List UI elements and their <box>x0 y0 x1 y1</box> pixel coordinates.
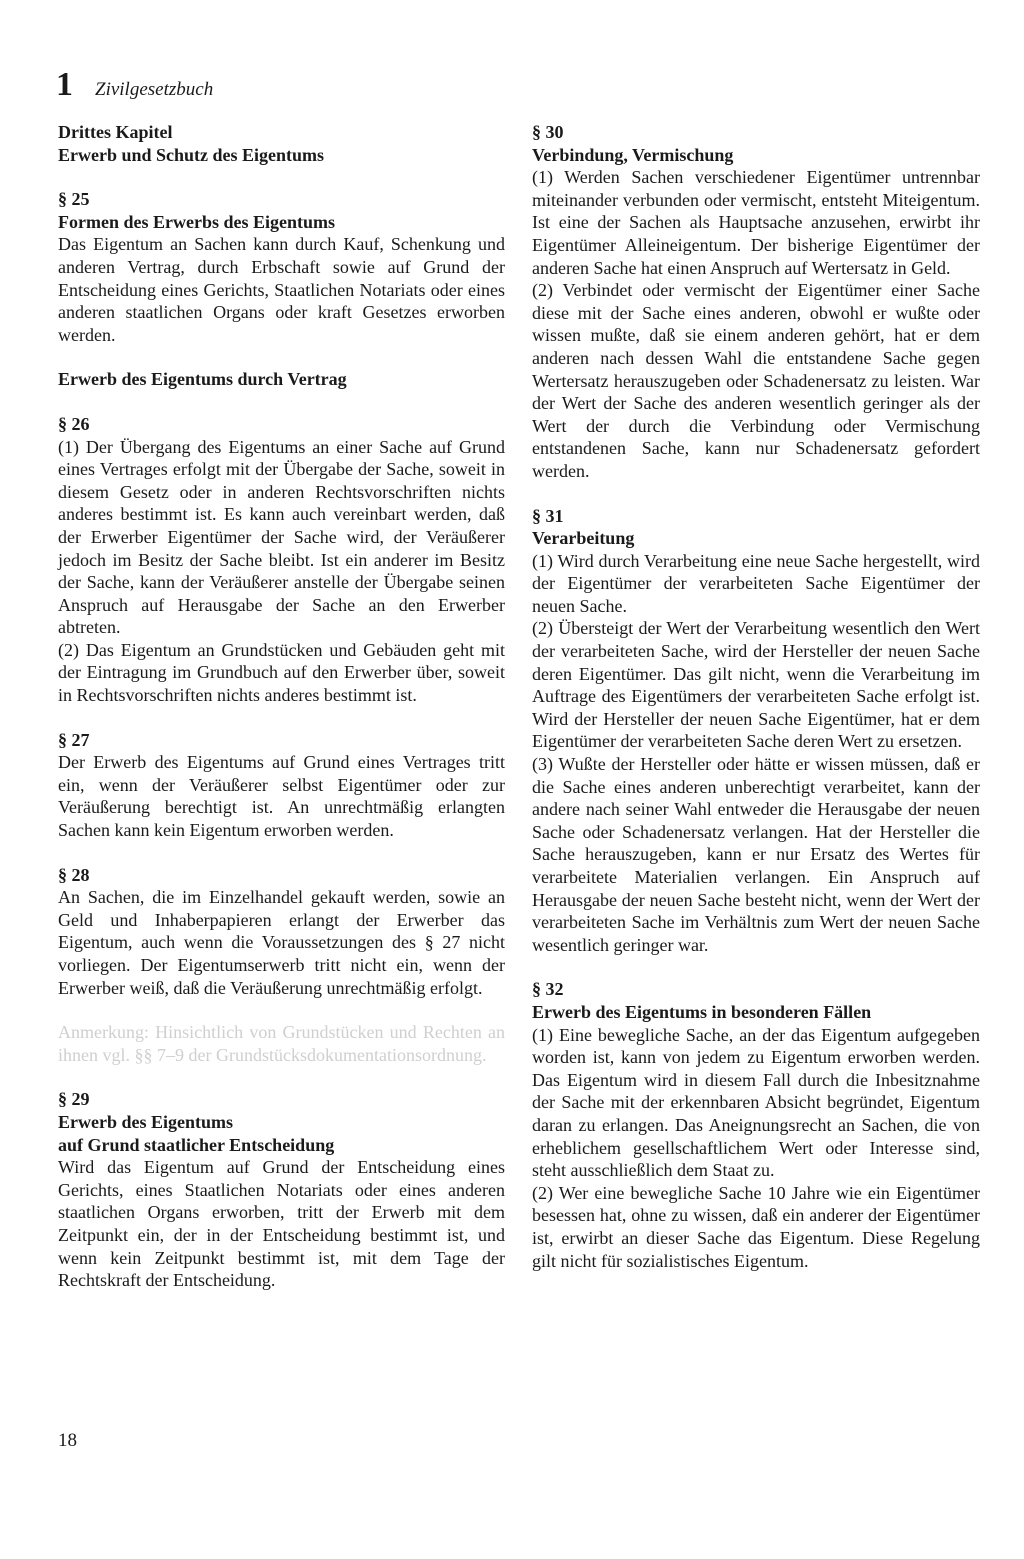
section-30-title: Verbindung, Vermischung <box>532 144 734 165</box>
section-31-paragraph-3: (3) Wußte der Hersteller oder hätte er wissen müssen, daß er die Sache eines anderen unberechtigt verarbeitet, kann der andere nach seiner Wahl entweder die Herausgabe der neuen Sache oder Schadenersatz verlangen. Hat der Hersteller die Sache herauszugeben, kann er nur Ersatz des Wertes für verarbeitete Materialien verlangen. Ein Anspruch auf Herausgabe der neuen Sache besteht nicht, wenn der Wert der verarbeiteten Sache im Verhältnis zum Wert der neuen Sache wesentlich geringer war. <box>532 754 980 955</box>
left-column <box>58 121 505 1292</box>
section-26-paragraph-2: (2) Das Eigentum an Grundstücken und Gebäuden geht mit der Eintragung im Grundbuch auf den Erwerber über, soweit in Rechtsvorschriften nichts anderes bestimmt ist. <box>58 639 505 706</box>
section-27-number: § 27 <box>58 729 90 750</box>
section-32-number: § 32 <box>532 979 564 1000</box>
section-31-title: Verarbeitung <box>532 528 635 549</box>
section-28-number: § 28 <box>58 864 90 885</box>
section-29-title-line-1: Erwerb des Eigentums <box>58 1111 233 1132</box>
section-31-number: § 31 <box>532 505 564 526</box>
section-25-number: § 25 <box>58 189 90 210</box>
section-32-paragraph-2: (2) Wer eine bewegliche Sache 10 Jahre wie ein Eigentümer besessen hat, ohne zu wissen, daß ein anderer der Eigentümer ist, erwirbt an dieser Sache das Eigentum. Diese Regelung gilt nicht für sozialistisches Eigentum. <box>532 1182 980 1271</box>
chapter-number: 1 <box>56 66 73 103</box>
section-32-title: Erwerb des Eigentums in besonderen Fällen <box>532 1001 872 1022</box>
section-31-paragraph-2: (2) Übersteigt der Wert der Verarbeitung wesentlich den Wert der verarbeiteten Sache, wird der Hersteller der neuen Sache deren Eigentümer. Das gilt nicht, wenn die Verarbeitung im Auftrage des Eigentümers der verarbeiteten Sache erfolgt ist. Wird der Hersteller der neuen Sache Eigentümer, hat er dem Eigentümer der verarbeiteten Sache deren Wert zu ersetzen. <box>532 618 980 752</box>
section-26-number: § 26 <box>58 413 90 434</box>
section-29-title-line-2: auf Grund staatlicher Entscheidung <box>58 1134 335 1155</box>
section-29-text: Wird das Eigentum auf Grund der Entscheidung eines Gerichts, eines Staatlichen Notariats oder eines anderen staatlichen Organs erworben, tritt der Erwerb mit dem Zeitpunkt ein, der in der Entscheidung bestimmt ist, und wenn kein Zeitpunkt bestimmt ist, mit dem Tage der Rechtskraft der Entscheidung. <box>58 1157 505 1291</box>
annotation-note: Anmerkung: Hinsichtlich von Grundstücken und Rechten an ihnen vgl. §§ 7–9 der Grundstücksdokumentationsordnung. <box>58 1022 505 1065</box>
section-28-text: An Sachen, die im Einzelhandel gekauft werden, sowie an Geld und Inhaberpapieren erlangt der Erwerber das Eigentum, auch wenn die Voraussetzungen des § 27 nicht vorliegen. Der Eigentumserwerb tritt nicht ein, wenn der Erwerber weiß, daß die Veräußerung unrechtmäßig erfolgt. <box>58 887 505 998</box>
section-30-number: § 30 <box>532 122 564 142</box>
section-30-paragraph-2: (2) Verbindet oder vermischt der Eigentümer einer Sache diese mit der Sache eines anderen, obwohl er wußte oder wissen mußte, daß sie einem anderen gehört, hat er dem anderen nach dessen Wahl die entstandene Sache gegen Wertersatz herauszugeben oder Schadenersatz zu leisten. War der Wert der Sache des anderen wesentlich geringer als der Wert der durch die Verbindung oder Vermischung entstandenen Sache, kann nur Schadenersatz gefordert werden. <box>532 280 980 481</box>
section-32-paragraph-1: (1) Eine bewegliche Sache, an der das Eigentum aufgegeben worden ist, kann von jedem zu Eigentum erworben werden. Das Eigentum wird in diesem Fall durch die Inbesitznahme der Sache mit der erkennbaren Absicht begründet, Eigentum daran zu erlangen. Das Aneignungsrecht an Sachen, die von erheblichem gesellschaftlichem Wert oder Interesse sind, steht ausschließlich dem Staat zu. <box>532 1024 980 1181</box>
running-title: Zivilgesetzbuch <box>95 79 214 100</box>
section-31-paragraph-1: (1) Wird durch Verarbeitung eine neue Sache hergestellt, wird der Eigentümer der verarbeiteten Sache Eigentümer der neuen Sache. <box>532 550 980 616</box>
section-30-paragraph-1: (1) Werden Sachen verschiedener Eigentümer untrennbar miteinander verbunden oder vermischt, entsteht Miteigentum. Ist eine der Sachen als Hauptsache anzusehen, erwirbt ihr Eigentümer Alleineigentum. Der bisherige Eigentümer der anderen Sache hat einen Anspruch auf Wertersatz in Geld. <box>532 167 980 278</box>
section-25-text: Das Eigentum an Sachen kann durch Kauf, Schenkung und anderen Vertrag, durch Erbschaft sowie auf Grund der Entscheidung eines Gerichts, Staatlichen Notariats oder eines anderen staatlichen Organs oder kraft Gesetzes erworben werden. <box>58 234 505 345</box>
page-number: 18 <box>58 1430 77 1451</box>
chapter-title: Erwerb und Schutz des Eigentums <box>58 144 325 165</box>
subheading-contract: Erwerb des Eigentums durch Vertrag <box>58 369 347 390</box>
section-25-title: Formen des Erwerbs des Eigentums <box>58 211 335 232</box>
right-column <box>532 121 980 1272</box>
section-26-paragraph-1: (1) Der Übergang des Eigentums an einer Sache auf Grund eines Vertrages erfolgt mit der Übergabe der Sache, soweit in diesem Gesetz oder in anderen Rechtsvorschriften nichts anderes bestimmt ist. Es kann auch vereinbart werden, daß der Erwerber Eigentümer der Sache wird, der Veräußerer jedoch im Besitz der Sache bleibt. Ist ein anderer im Besitz der Sache, kann der Veräußerer anstelle der Übergabe seinen Anspruch auf Herausgabe der Sache an den Erwerber abtreten. <box>58 436 505 638</box>
chapter-heading: Drittes Kapitel <box>58 122 173 142</box>
section-29-number: § 29 <box>58 1089 90 1110</box>
page-header <box>56 68 213 102</box>
section-27-text: Der Erwerb des Eigentums auf Grund eines Vertrages tritt ein, wenn der Veräußerer selbst Eigentümer oder zur Veräußerung berechtigt ist. An unrechtmäßig erlangten Sachen kann kein Eigentum erworben werden. <box>58 752 505 841</box>
